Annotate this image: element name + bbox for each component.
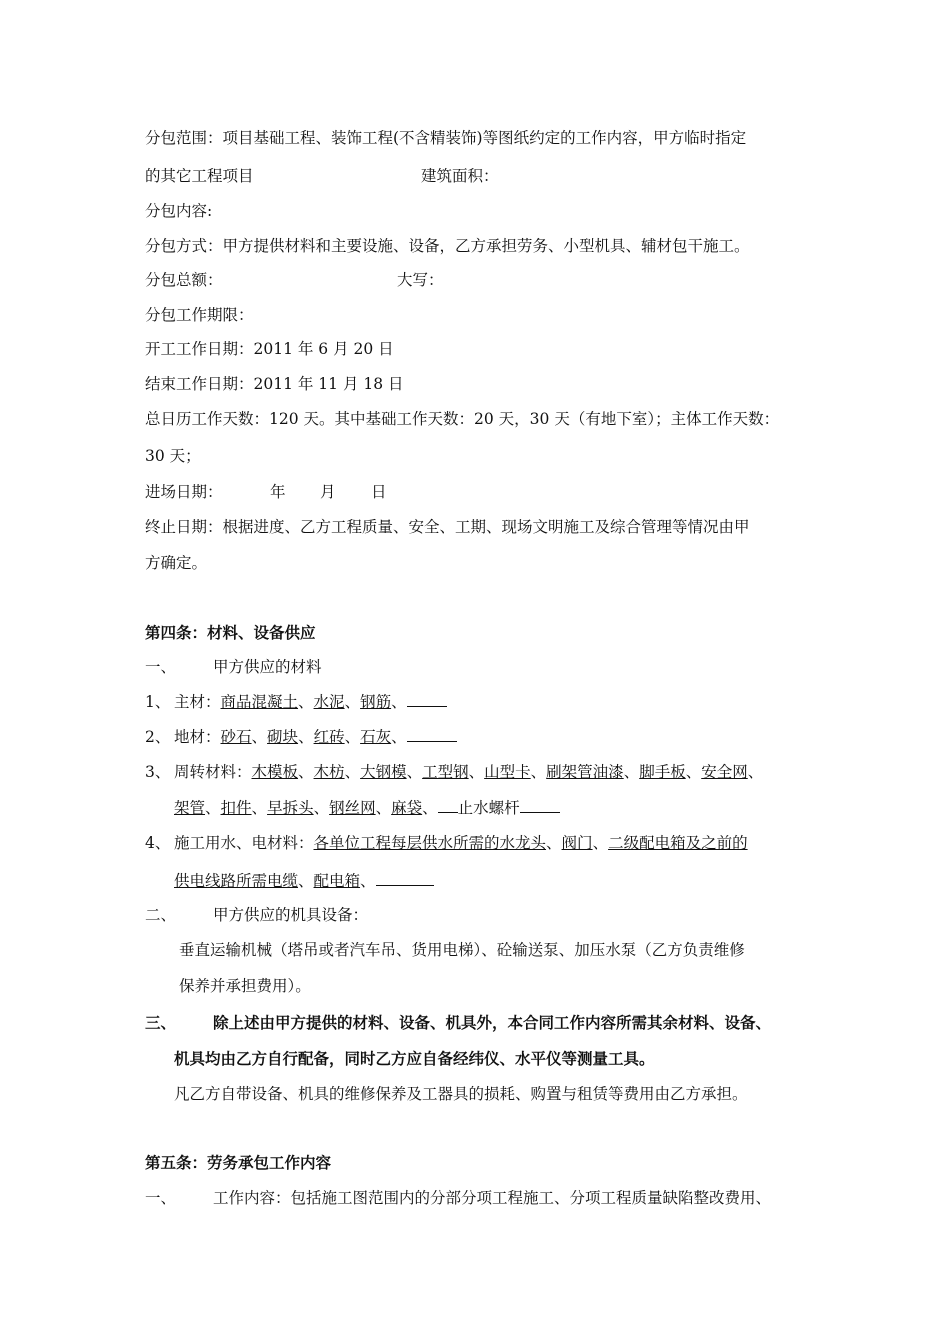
a4-item-1-number: 一、 xyxy=(145,658,177,676)
material-3-label: 周转材料： xyxy=(174,763,252,781)
material-3-item: 钢丝网 xyxy=(329,799,376,817)
article-5-title: 第五条：劳务承包工作内容 xyxy=(145,1153,332,1172)
entry-day: 日 xyxy=(371,483,387,501)
material-3-item: 工型钢 xyxy=(422,763,469,781)
days-line-2: 30 天； xyxy=(145,447,201,465)
material-4-item: 阀门 xyxy=(561,834,593,852)
material-3: 周转材料：木模板、木枋、大钢模、工型钢、山型卡、刷架管油漆、脚手板、安全网、 xyxy=(174,763,764,781)
scope-line-2 xyxy=(145,166,499,186)
material-1-item: 水泥 xyxy=(313,693,345,711)
a4-item-3-number: 三、 xyxy=(145,1013,177,1032)
blank-line xyxy=(376,871,434,886)
a4-item-3-text: 除上述由甲方提供的材料、设备、机具外，本合同工作内容所需其余材料、设备、 xyxy=(213,1013,772,1032)
material-2-item: 砌块 xyxy=(267,728,299,746)
a5-item-1-number: 一、 xyxy=(145,1189,177,1207)
total-label: 分包总额： xyxy=(145,271,223,289)
material-1-item: 商品混凝土 xyxy=(220,693,299,711)
start-date-line: 开工工作日期：2011 年 6 月 20 日 xyxy=(145,340,394,358)
material-3-item: 扣件 xyxy=(220,799,252,817)
scope-line-2-text: 的其它工程项目 xyxy=(145,167,254,185)
days-line-1: 总日历工作天数：120 天。其中基础工作天数：20 天，30 天（有地下室）；主体工作天数： xyxy=(145,410,780,428)
a4-item-1-text: 甲方供应的材料 xyxy=(213,658,322,676)
a4-item-2-number: 二、 xyxy=(145,906,177,924)
a4-item-3-text-cont: 机具均由乙方自行配备，同时乙方应自备经纬仪、水平仪等测量工具。 xyxy=(174,1049,655,1068)
blank-line xyxy=(438,798,458,813)
material-1-label: 主材： xyxy=(174,693,221,711)
method-line: 分包方式：甲方提供材料和主要设施、设备，乙方承担劳务、小型机具、辅材包干施工。 xyxy=(145,237,750,255)
material-4-item: 各单位工程每层供水所需的水龙头 xyxy=(313,834,547,852)
material-4-item: 配电箱 xyxy=(313,872,361,890)
building-area-label: 建筑面积： xyxy=(421,167,499,185)
entry-month: 月 xyxy=(320,483,336,501)
a5-item-1-text: 工作内容：包括施工图范围内的分部分项工程施工、分项工程质量缺陷整改费用、 xyxy=(213,1189,772,1207)
material-4-number: 4、 xyxy=(145,834,171,852)
material-4-label: 施工用水、电材料： xyxy=(174,834,314,852)
period-line: 分包工作期限： xyxy=(145,306,254,324)
material-2-item: 红砖 xyxy=(313,728,345,746)
material-3-cont: 架管、扣件、早拆头、钢丝网、麻袋、 止水螺杆 xyxy=(174,798,560,818)
total-words-label: 大写： xyxy=(397,271,444,289)
equipment-line-2: 保养并承担费用）。 xyxy=(179,977,311,995)
entry-date-label: 进场日期： xyxy=(145,483,223,501)
material-1-item: 钢筋 xyxy=(360,693,392,711)
article-4-title: 第四条：材料、设备供应 xyxy=(145,623,316,642)
material-3-tail: 止水螺杆 xyxy=(457,799,520,817)
scope-line-1: 分包范围：项目基础工程、装饰工程(不含精装饰)等图纸约定的工作内容，甲方临时指定 xyxy=(145,129,747,147)
total-line xyxy=(145,270,444,290)
material-1: 主材：商品混凝土、水泥、钢筋、 xyxy=(174,692,447,712)
material-3-item: 架管 xyxy=(174,799,206,817)
material-3-item: 麻袋 xyxy=(391,799,423,817)
material-3-item: 大钢模 xyxy=(360,763,407,781)
blank-line xyxy=(520,798,560,813)
material-3-item: 木模板 xyxy=(251,763,299,781)
entry-year: 年 xyxy=(270,483,286,501)
a4-item-2-text: 甲方供应的机具设备： xyxy=(213,906,369,924)
material-3-item: 刷架管油漆 xyxy=(546,763,624,781)
material-3-item: 脚手板 xyxy=(639,763,686,781)
termination-line-2: 方确定。 xyxy=(145,554,208,572)
material-2: 地材：砂石、砌块、红砖、石灰、 xyxy=(174,727,457,747)
material-3-item: 安全网 xyxy=(701,763,748,781)
material-4-cont: 供电线路所需电缆、配电箱、 xyxy=(174,871,434,891)
material-2-item: 砂石 xyxy=(220,728,252,746)
a4-item-3-paragraph: 凡乙方自带设备、机具的维修保养及工器具的损耗、购置与租赁等费用由乙方承担。 xyxy=(174,1085,748,1103)
material-3-number: 3、 xyxy=(145,763,171,781)
equipment-line-1: 垂直运输机械（塔吊或者汽车吊、货用电梯）、砼输送泵、加压水泵（乙方负责维修 xyxy=(179,941,745,959)
content-line: 分包内容: xyxy=(145,202,213,220)
material-2-label: 地材： xyxy=(174,728,221,746)
blank-line xyxy=(407,727,457,742)
termination-line-1: 终止日期：根据进度、乙方工程质量、安全、工期、现场文明施工及综合管理等情况由甲 xyxy=(145,518,750,536)
material-2-item: 石灰 xyxy=(360,728,392,746)
end-date-line: 结束工作日期：2011 年 11 月 18 日 xyxy=(145,375,404,393)
material-3-item: 山型卡 xyxy=(484,763,531,781)
material-4-item: 供电线路所需电缆 xyxy=(174,872,299,890)
material-3-item: 木枋 xyxy=(313,763,345,781)
blank-line xyxy=(407,692,447,707)
material-3-item: 早拆头 xyxy=(267,799,314,817)
entry-date-line xyxy=(145,482,387,502)
material-2-number: 2、 xyxy=(145,728,171,746)
material-4: 施工用水、电材料：各单位工程每层供水所需的水龙头、阀门、二级配电箱及之前的 xyxy=(174,834,748,852)
material-4-item: 二级配电箱及之前的 xyxy=(608,834,748,852)
material-1-number: 1、 xyxy=(145,693,171,711)
